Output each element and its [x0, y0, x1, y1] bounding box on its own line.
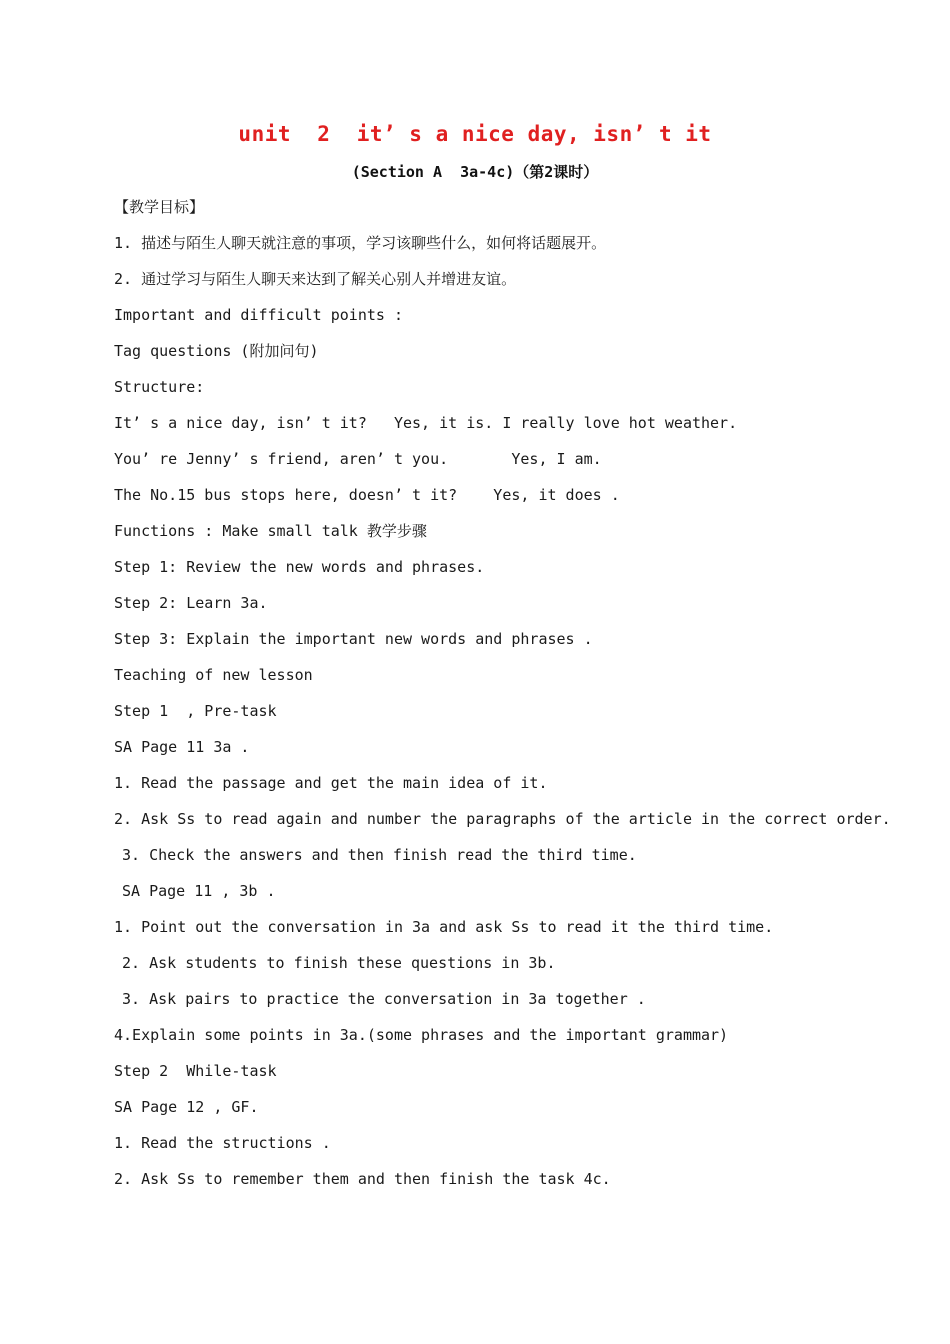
text-line: Step 2: Learn 3a. — [114, 594, 268, 612]
text-line: Tag questions (附加问句) — [114, 342, 319, 360]
text-line: It’ s a nice day, isn’ t it? Yes, it is. I really love hot weather. — [114, 414, 738, 432]
text-line: SA Page 11 , 3b . — [122, 882, 276, 900]
text-line: Functions : Make small talk 教学步骤 — [114, 522, 427, 540]
text-line: 2. 通过学习与陌生人聊天来达到了解关心别人并增进友谊。 — [114, 270, 517, 288]
text-line: Step 1: Review the new words and phrases. — [114, 558, 485, 576]
text-line: 4.Explain some points in 3a.(some phrases and the important grammar) — [114, 1026, 729, 1044]
document-subtitle: (Section A 3a-4c)（第2课时） — [351, 163, 599, 181]
text-line: 2. Ask Ss to read again and number the paragraphs of the article in the correct order. — [114, 810, 891, 828]
text-line: Step 2 While-task — [114, 1062, 277, 1080]
text-line: 1. 描述与陌生人聊天就注意的事项，学习该聊些什么，如何将话题展开。 — [114, 234, 607, 252]
text-line: Important and difficult points : — [114, 306, 403, 324]
text-line: You’ re Jenny’ s friend, aren’ t you. Yes, I am. — [114, 450, 602, 468]
text-line: 1. Read the passage and get the main idea of it. — [114, 774, 548, 792]
text-line: 1. Read the structions . — [114, 1134, 331, 1152]
document-body — [114, 195, 914, 1203]
document-title: unit 2 it’ s a nice day, isn’ t it — [238, 122, 712, 146]
text-line: 【教学目标】 — [114, 198, 205, 216]
text-line: 3. Check the answers and then finish read the third time. — [122, 846, 637, 864]
text-line: 1. Point out the conversation in 3a and ask Ss to read it the third time. — [114, 918, 774, 936]
text-line: Structure: — [114, 378, 205, 396]
text-line: Step 3: Explain the important new words and phrases . — [114, 630, 593, 648]
text-line: Teaching of new lesson — [114, 666, 313, 684]
text-line: SA Page 11 3a . — [114, 738, 250, 756]
text-line: 2. Ask students to finish these questions in 3b. — [122, 954, 556, 972]
text-line: 2. Ask Ss to remember them and then finish the task 4c. — [114, 1170, 611, 1188]
text-line: 3. Ask pairs to practice the conversation in 3a together . — [122, 990, 646, 1008]
text-line: SA Page 12 , GF. — [114, 1098, 259, 1116]
text-line: Step 1 , Pre-task — [114, 702, 277, 720]
text-line: The No.15 bus stops here, doesn’ t it? Yes, it does . — [114, 486, 620, 504]
